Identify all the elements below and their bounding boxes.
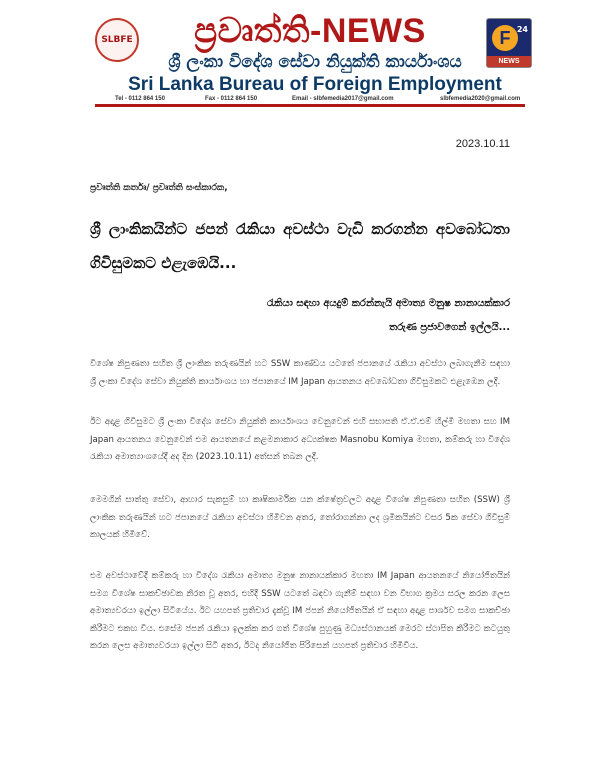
body-paragraph-3: මෙමගින් සාත්තු සේවා, ආහාර සැකසුම් හා කෘෂිකාර්මික යන ක්ෂේත්‍රවලට අදාළ විශේෂ නිපුණතා සහිත (SSW) ශ්‍රී ලාංකික තරුණයින් හට ජපානයේ රැකියා අවස්ථා හිමිවන අතර, තෝරාගන්නා ලද ශ්‍රමිකයින්ට වසර 5ක සේවා ගිවිසුම් කාලයක් හිමිවේ.	[90, 495, 510, 540]
subheadline-line-2: තරුණ ප්‍රජාවගෙන් ඉල්ලයි...	[389, 322, 510, 333]
bureau-name-english: Sri Lanka Bureau of Foreign Employment	[128, 74, 502, 95]
contact-email-2: slbfemedia2020@gmail.com	[440, 96, 521, 102]
news-brand-title: ප්‍රවෘත්ති-NEWS	[194, 12, 426, 50]
release-date: 2023.10.11	[455, 138, 510, 150]
subheadline	[200, 292, 510, 340]
letterhead	[0, 0, 600, 115]
bureau-emblem-text: SLBFE	[101, 35, 133, 45]
header-divider	[95, 104, 525, 107]
subheadline-line-1: රැකියා සඳහා අයදුම් කරන්නැයි අමාත්‍ය මනුෂ නානායක්කාර	[266, 298, 510, 309]
contact-email-1: Email - slbfemedia2017@gmail.com	[292, 96, 394, 102]
body-paragraph-2: ඊට අදාළ ගිවිසුමට ශ්‍රී ලංකා විදේශ සේවා නියුක්ති කාර්යාංශය වෙනුවෙන් එහි සභාපති ඒ.ඒ.එම් හිල්මි මහතා සහ IM Japan ආයතනය වෙනුවෙන් එම ආයතනයේ කළමනාකාර අධ්‍යක්ෂක Masnobu Komiya මහතා, කම්කරු හා විදේශ රැකියා අමාත්‍යාංශයේදී අද දින (2023.10.11) අත්සන් තබන ලදී.	[90, 417, 510, 462]
f24-logo-letter: F	[492, 25, 518, 51]
f24-logo-badge: 24	[516, 25, 528, 34]
contact-tel: Tel - 0112 864 150	[115, 96, 165, 102]
f24-logo-label: NEWS	[487, 56, 531, 67]
body-paragraph-4: එම අවස්ථාවේදී කම්කරු හා විදේශ රැකියා අමාත්‍ය මනුෂ නානායක්කාර මහතා IM Japan ආයතනයේ නියෝජිතයින් සමග විශේෂ සාකච්ඡාවක නිරත වූ අතර, එහිදී SSW යටතේ බඳවා ගැනීම් සඳහා වන විභාග ක්‍රමය සරල කරන ලෙස අමාත්‍යවරයා ඉල්ලා සිටියේය. ඊට යහපත් ප්‍රතිචාර දැක්වූ IM ජපන් නියෝජිතයින් ඒ සඳහා අදාළ පාර්ශව සමග සාකච්ඡා කිරීමට එකඟ විය. එසේම ජපන් රැකියා ඉලක්ක කර ගත් විශේෂ පුහුණු මධ්‍යස්ථානයක් මෙරට ස්ථාපිත කිරීමට කටයුතු කරන ලෙස අමාත්‍යවරයා ඉල්ලා සිටි අතර, ඊටද නියෝජිත පිරිසෙන් යහපත් ප්‍රතිචාර හිමිවිය.	[90, 571, 510, 651]
headline: ශ්‍රී ලාංකිකයින්ට ජපන් රැකියා අවස්ථා වැඩි කරගන්න අවබෝධතා ගිවිසුමකට එළැඹෙයි...	[90, 220, 510, 272]
byline: ප්‍රවෘත්ති කර්තෘ/ ප්‍රවෘත්ති සංස්කාරක,	[90, 183, 228, 193]
bureau-name-sinhala: ශ්‍රී ලංකා විදේශ සේවා නියුක්ති කාර්යාංශය	[168, 52, 462, 72]
bureau-emblem-icon	[95, 18, 139, 62]
body-paragraph-1: විශේෂ නිපුණතා සහිත ශ්‍රී ලාංකික තරුණයින් හට SSW කාණ්ඩය යටතේ ජපානයේ රැකියා අවස්ථා ලබාගැනීම සඳහා ශ්‍රී ලංකා විදේශ සේවා නියුක්ති කාර්යාංශය හා ජපානයේ IM Japan ආයතනය අවබෝධතා ගිවිසුමකට එළැඹෙන ලදී.	[90, 359, 510, 387]
f24-news-logo-icon	[486, 18, 532, 68]
contact-fax: Fax - 0112 864 150	[205, 96, 258, 102]
